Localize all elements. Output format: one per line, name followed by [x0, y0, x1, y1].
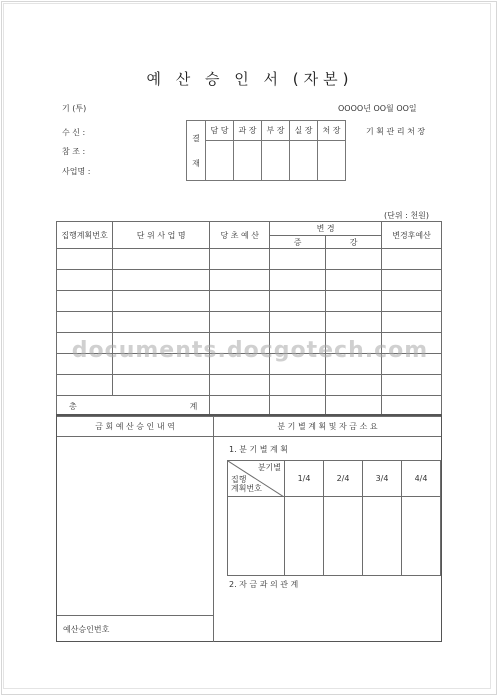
table-cell[interactable]: [210, 270, 270, 291]
table-cell[interactable]: [326, 291, 382, 312]
quarter-header: 2/4: [324, 461, 363, 497]
section-quarterly-plan: 1. 분 기 별 계 획: [229, 445, 288, 454]
header-unit-business: 단 위 사 업 명: [113, 222, 210, 249]
table-cell[interactable]: [270, 375, 326, 396]
table-cell[interactable]: [210, 375, 270, 396]
lower-section: [56, 414, 442, 642]
diag-bottom-label-1: 집행: [231, 475, 247, 484]
quarter-cell[interactable]: [402, 497, 441, 576]
total-label-end: 계: [189, 401, 198, 411]
lower-divider: [213, 416, 214, 642]
header-exec-plan-no: 집행계획번호: [57, 222, 113, 249]
table-cell[interactable]: [57, 270, 113, 291]
approval-sign-cell[interactable]: [206, 141, 234, 181]
approval-sign-cell[interactable]: [290, 141, 318, 181]
table-cell[interactable]: [326, 249, 382, 270]
table-cell[interactable]: [113, 375, 210, 396]
header-decrease: 강: [326, 236, 382, 249]
approval-header-cell: 처 장: [318, 121, 346, 141]
approval-header-cell: 실 장: [290, 121, 318, 141]
approval-sign-cell[interactable]: [234, 141, 262, 181]
doc-type-label: 기 (투): [62, 104, 87, 113]
table-cell[interactable]: [382, 375, 442, 396]
quarter-cell[interactable]: [228, 497, 285, 576]
table-cell[interactable]: [113, 291, 210, 312]
header-initial-budget: 당 초 예 산: [210, 222, 270, 249]
quarter-header: 4/4: [402, 461, 441, 497]
table-cell[interactable]: [57, 375, 113, 396]
header-change: 변 경: [270, 222, 382, 236]
table-cell[interactable]: [57, 249, 113, 270]
approval-header-cell: 담 당: [206, 121, 234, 141]
approval-no-line: [57, 615, 213, 616]
quarterly-table: [227, 460, 441, 576]
total-label: 총: [69, 401, 77, 411]
approval-header-cell: 과 장: [234, 121, 262, 141]
table-cell[interactable]: [270, 270, 326, 291]
table-cell[interactable]: [210, 312, 270, 333]
quarterly-plan-title: 분 기 별 계 획 및 자 금 소 요: [277, 422, 378, 431]
header-after-change: 변경후예산: [382, 222, 442, 249]
table-cell[interactable]: [382, 270, 442, 291]
watermark: documents.docgotech.com: [71, 338, 429, 363]
current-approval-title: 금 회 예 산 승 인 내 역: [95, 422, 175, 431]
lower-title-line: [57, 436, 441, 437]
diag-top-label: 분기별: [257, 463, 281, 472]
table-cell[interactable]: [270, 249, 326, 270]
table-cell[interactable]: [113, 270, 210, 291]
approval-box: [186, 120, 346, 181]
table-cell[interactable]: [326, 270, 382, 291]
approval-label-bottom: 재: [192, 158, 200, 168]
table-cell[interactable]: [270, 291, 326, 312]
table-cell[interactable]: [113, 312, 210, 333]
approval-sign-cell[interactable]: [262, 141, 290, 181]
table-cell[interactable]: [382, 312, 442, 333]
quarter-cell[interactable]: [363, 497, 402, 576]
document-title: 예 산 승 인 서 (자본): [146, 70, 354, 88]
reference-label: 참 조 :: [62, 147, 86, 156]
diagonal-header-cell: [228, 461, 285, 497]
approval-label-cell: [187, 121, 206, 181]
table-cell[interactable]: [113, 249, 210, 270]
quarter-header: 3/4: [363, 461, 402, 497]
table-cell[interactable]: [57, 291, 113, 312]
unit-note: (단위 : 천원): [384, 211, 429, 220]
approval-label-top: 결: [192, 133, 200, 143]
quarter-cell[interactable]: [324, 497, 363, 576]
table-cell[interactable]: [382, 291, 442, 312]
table-cell[interactable]: [270, 312, 326, 333]
quarter-cell[interactable]: [285, 497, 324, 576]
table-cell[interactable]: [57, 312, 113, 333]
header-increase: 증: [270, 236, 326, 249]
diag-bottom-label: [231, 475, 262, 493]
approval-sign-cell[interactable]: [318, 141, 346, 181]
quarter-header: 1/4: [285, 461, 324, 497]
business-name-label: 사업명 :: [62, 167, 91, 176]
extra-approver: 기 획 관 리 처 장: [366, 127, 426, 136]
diag-bottom-label-2: 계획번호: [231, 484, 262, 493]
approval-header-cell: 부 장: [262, 121, 290, 141]
section-fund-relation: 2. 자 금 과 의 관 계: [229, 580, 299, 589]
table-cell[interactable]: [210, 249, 270, 270]
table-cell[interactable]: [382, 249, 442, 270]
table-cell[interactable]: [210, 291, 270, 312]
recipient-label: 수 신 :: [62, 128, 86, 137]
document-date: OOOO년 OO월 OO일: [338, 104, 417, 113]
table-cell[interactable]: [326, 375, 382, 396]
budget-table: [56, 221, 442, 417]
table-cell[interactable]: [326, 312, 382, 333]
approval-number-label: 예산승인번호: [63, 625, 110, 634]
